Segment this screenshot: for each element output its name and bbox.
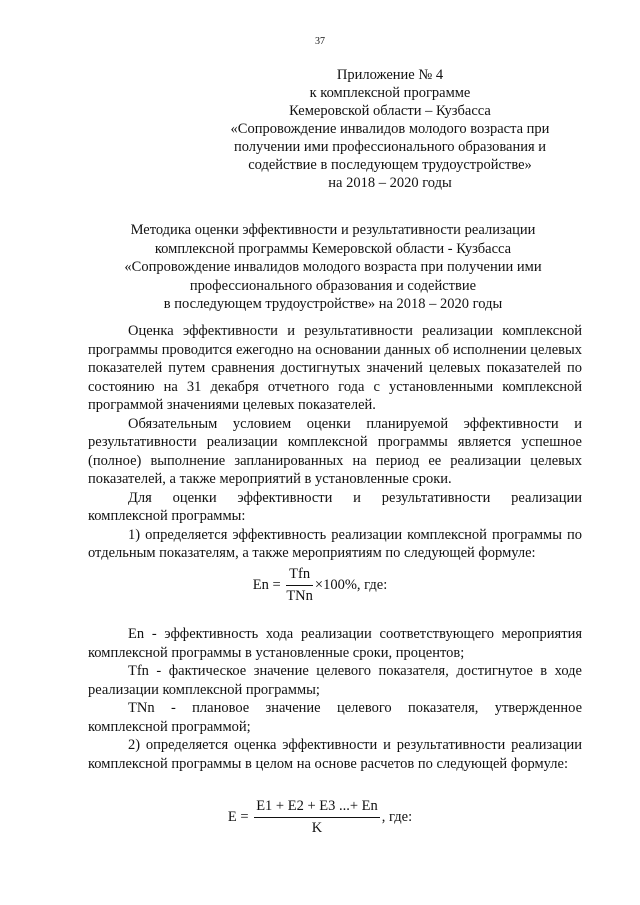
paragraph-for-evaluation: Для оценки эффективности и результативности реализации [128,489,582,506]
paragraph-condition: Обязательным условием оценки планируемой эффективности и результативности реализации комплексной программы является успешное (полное) выполнение запланированных на период ее реализации целевых показателей, а также мероприятий в установленные сроки. [88,415,582,487]
formula-e-fraction [254,798,380,837]
body-section-2 [88,625,582,773]
body-section-1 [88,322,582,563]
annex-line: к комплексной программе [309,85,471,101]
paragraph-for-evaluation-cont: комплексной программы: [88,508,246,524]
formula-e-rhs: , где: [381,808,413,825]
formula-en-lhs: En = [252,576,281,593]
annex-line: содействие в последующем трудоустройстве» [248,157,532,173]
annex-line: «Сопровождение инвалидов молодого возраста при [230,121,550,137]
formula-en-fraction [286,566,313,605]
document-title [88,221,578,314]
paragraph-step-2: 2) определяется оценка эффективности и результативности реализации комплексной программы в целом на основе расчетов по следующей формуле: [88,737,582,772]
paragraph-tfn-definition: Tfn - фактическое значение целевого показателя, достигнутое в ходе реализации комплексной программы; [88,663,582,698]
annex-line: Кемеровской области – Кузбасса [289,103,491,119]
formula-en-rhs: ×100%, где: [314,576,388,593]
title-line: комплексной программы Кемеровской области - Кузбасса [154,240,512,257]
title-line: в последующем трудоустройстве» на 2018 – 2020 годы [163,296,503,312]
page-number: 37 [315,36,325,47]
paragraph-step-1: 1) определяется эффективность реализации комплексной программы по отдельным показателям, а также мероприятиям по следующей формуле: [88,526,582,561]
title-line: «Сопровождение инвалидов молодого возраста при получении ими [124,259,542,275]
formula-e [0,798,640,837]
formula-e-lhs: E = [227,808,249,825]
formula-en [0,566,640,605]
paragraph-tnn-definition: TNn - плановое значение целевого показателя, утвержденное комплексной программой; [88,700,582,735]
title-line: Методика оценки эффективности и результативности реализации [130,222,536,238]
annex-line: получении ими профессионального образования и [233,139,547,155]
annex-line: на 2018 – 2020 годы [328,175,452,191]
title-line: профессионального образования и содействие [189,277,477,294]
paragraph-intro: Оценка эффективности и результативности реализации комплексной программы проводится ежегодно на основании данных об исполнении целевых показателей путем сравнения достигнутых значений целевых показателей по состоянию на 31 декабря отчетного года с установленными комплексной программой значениями целевых показателей. [88,323,582,413]
paragraph-en-definition: En - эффективность хода реализации соответствующего мероприятия комплексной программы в установленные сроки, процентов; [88,626,582,661]
formula-en-numerator: Tfn [286,566,313,586]
annex-header [220,66,560,192]
formula-en-denominator: TNn [286,588,313,604]
formula-e-numerator: E1 + E2 + E3 ...+ En [254,798,380,818]
annex-line: Приложение № 4 [336,67,444,83]
formula-e-denominator: K [311,820,323,836]
